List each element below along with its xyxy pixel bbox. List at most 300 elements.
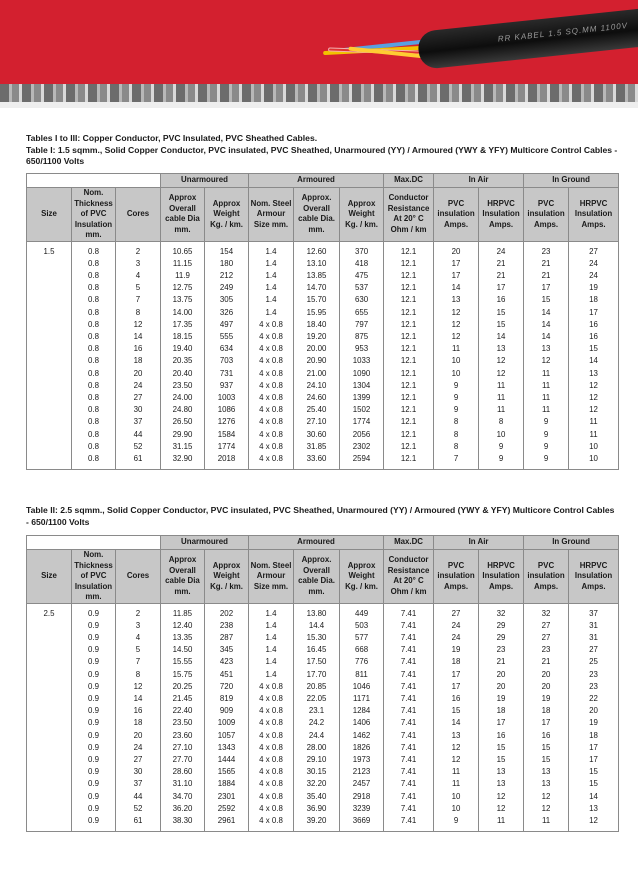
table-cell: 1.4: [249, 294, 294, 306]
table-cell: [27, 282, 72, 294]
col-overall-dia: Approx Overall cable Dia mm.: [161, 550, 205, 604]
table-cell: 1.4: [249, 644, 294, 656]
table-cell: 1565: [205, 766, 249, 778]
table-row: [27, 603, 619, 620]
table-row: [27, 803, 619, 815]
table-cell: 15: [479, 307, 524, 319]
table-cell: 238: [205, 620, 249, 632]
table-cell: 12: [116, 319, 161, 331]
table-cell: 418: [340, 258, 384, 270]
table-cell: [27, 766, 72, 778]
table-cell: 23: [569, 669, 619, 681]
table-cell: 0.9: [72, 656, 116, 668]
table-cell: 11: [434, 766, 479, 778]
col-weight-armoured: Approx Weight Kg. / km.: [340, 188, 384, 242]
table-cell: 0.9: [72, 730, 116, 742]
table-cell: 776: [340, 656, 384, 668]
table-cell: 1973: [340, 754, 384, 766]
table-cell: 20: [116, 368, 161, 380]
table-cell: 15.75: [161, 669, 205, 681]
table-cell: [27, 307, 72, 319]
table-cell: 11: [524, 380, 569, 392]
table-cell: 12.1: [384, 307, 434, 319]
table-cell: 24.80: [161, 404, 205, 416]
table-cell: 10: [569, 441, 619, 453]
table-cell: 16: [434, 693, 479, 705]
table-cell: 423: [205, 656, 249, 668]
table-cell: 21.00: [294, 368, 340, 380]
table-cell: 23.50: [161, 380, 205, 392]
table-cell: 20: [434, 241, 479, 258]
table-cell: 11: [524, 815, 569, 832]
col-overall-dia: Approx Overall cable Dia mm.: [161, 188, 205, 242]
table-cell: 4 x 0.8: [249, 815, 294, 832]
table-1-5sqmm: [26, 173, 619, 470]
table-cell: 21: [479, 656, 524, 668]
table-cell: 25.40: [294, 404, 340, 416]
table-cell: 0.8: [72, 355, 116, 367]
table-cell: 0.8: [72, 319, 116, 331]
table-cell: 15.55: [161, 656, 205, 668]
table-cell: 0.8: [72, 441, 116, 453]
table-cell: 0.9: [72, 754, 116, 766]
table-cell: 1009: [205, 717, 249, 729]
table-cell: 1.4: [249, 669, 294, 681]
table-cell: 7.41: [384, 669, 434, 681]
table-cell: 14: [434, 282, 479, 294]
table-cell: 12.1: [384, 270, 434, 282]
table-cell: 2594: [340, 453, 384, 470]
table-cell: 61: [116, 815, 161, 832]
table-cell: 12: [434, 754, 479, 766]
table-cell: 4 x 0.8: [249, 429, 294, 441]
table-cell: 24.00: [161, 392, 205, 404]
table-cell: 0.8: [72, 331, 116, 343]
col-cores: Cores: [116, 188, 161, 242]
table-cell: 12.1: [384, 380, 434, 392]
table-cell: 1304: [340, 380, 384, 392]
table-cell: 1.4: [249, 656, 294, 668]
table-cell: 30.15: [294, 766, 340, 778]
table-cell: 4 x 0.8: [249, 319, 294, 331]
table-row: [27, 241, 619, 258]
table-cell: 13: [524, 343, 569, 355]
table-row: [27, 730, 619, 742]
table-cell: 27.10: [294, 416, 340, 428]
table-cell: 19.40: [161, 343, 205, 355]
table-cell: [27, 343, 72, 355]
table-cell: 212: [205, 270, 249, 282]
table-cell: 20.90: [294, 355, 340, 367]
table-row: [27, 307, 619, 319]
table-cell: 12.1: [384, 368, 434, 380]
table-cell: 22.05: [294, 693, 340, 705]
table-cell: 20.85: [294, 681, 340, 693]
table-cell: 9: [524, 429, 569, 441]
table-cell: 19: [479, 693, 524, 705]
table-cell: 630: [340, 294, 384, 306]
table-cell: 703: [205, 355, 249, 367]
group-in-ground: In Ground: [524, 536, 619, 550]
table-cell: 12: [479, 355, 524, 367]
table-cell: 8: [434, 416, 479, 428]
table-cell: 1171: [340, 693, 384, 705]
table-cell: 7.41: [384, 693, 434, 705]
table-cell: [27, 441, 72, 453]
table-cell: 17: [434, 270, 479, 282]
table-cell: 497: [205, 319, 249, 331]
table-cell: 11: [569, 416, 619, 428]
table-row: [27, 270, 619, 282]
table-cell: 9: [524, 416, 569, 428]
table-row: [27, 693, 619, 705]
table-cell: 21.45: [161, 693, 205, 705]
table-cell: 15: [569, 766, 619, 778]
table-cell: 937: [205, 380, 249, 392]
decorative-stripe: [0, 84, 638, 102]
table-cell: 10: [434, 791, 479, 803]
group-in-air: In Air: [434, 174, 524, 188]
table-cell: 7.41: [384, 620, 434, 632]
table-cell: 29: [479, 620, 524, 632]
table-cell: 1462: [340, 730, 384, 742]
table-cell: 1406: [340, 717, 384, 729]
table-cell: 305: [205, 294, 249, 306]
table-cell: 1086: [205, 404, 249, 416]
table-cell: 2592: [205, 803, 249, 815]
table-cell: 2301: [205, 791, 249, 803]
table-cell: 5: [116, 282, 161, 294]
table-cell: 4 x 0.8: [249, 404, 294, 416]
table-cell: 4 x 0.8: [249, 778, 294, 790]
table-cell: 8: [116, 307, 161, 319]
table-cell: 0.9: [72, 778, 116, 790]
table-cell: 12.1: [384, 441, 434, 453]
table-cell: 21: [524, 270, 569, 282]
table-cell: 14.70: [294, 282, 340, 294]
group-in-air: In Air: [434, 536, 524, 550]
table-cell: 3: [116, 258, 161, 270]
table-cell: 1343: [205, 742, 249, 754]
table-cell: 27.70: [161, 754, 205, 766]
table-cell: 12.40: [161, 620, 205, 632]
table-cell: 25: [569, 656, 619, 668]
table-cell: 1.4: [249, 620, 294, 632]
table-cell: 44: [116, 429, 161, 441]
table-cell: 29: [479, 632, 524, 644]
col-size: Size: [27, 188, 72, 242]
table-cell: 17: [434, 669, 479, 681]
table-cell: 30.60: [294, 429, 340, 441]
table-cell: 21: [524, 656, 569, 668]
table-row: [27, 380, 619, 392]
table-cell: 20.00: [294, 343, 340, 355]
table-cell: 4: [116, 632, 161, 644]
col-overall-dia-armoured: Approx. Overall cable Dia. mm.: [294, 188, 340, 242]
table-cell: 14: [569, 355, 619, 367]
table-cell: 0.9: [72, 644, 116, 656]
col-weight: Approx Weight Kg. / km.: [205, 550, 249, 604]
table-cell: 7.41: [384, 730, 434, 742]
table-row: [27, 815, 619, 832]
table-cell: 3669: [340, 815, 384, 832]
table-cell: 29.10: [294, 754, 340, 766]
section2-heading: [26, 505, 618, 528]
table-cell: 2123: [340, 766, 384, 778]
table-row: [27, 319, 619, 331]
table-cell: [27, 392, 72, 404]
table-cell: 10: [434, 355, 479, 367]
table-cell: 20: [479, 681, 524, 693]
table-cell: 33.60: [294, 453, 340, 470]
table-cell: 9: [524, 453, 569, 470]
table-cell: 20: [524, 681, 569, 693]
col-overall-dia-armoured: Approx. Overall cable Dia. mm.: [294, 550, 340, 604]
table-cell: 15: [524, 742, 569, 754]
table-row: [27, 368, 619, 380]
table-cell: 23.60: [161, 730, 205, 742]
table-cell: 7: [116, 294, 161, 306]
table-cell: 1.4: [249, 282, 294, 294]
table-row: [27, 416, 619, 428]
col-hrpvc-air: HRPVC Insulation Amps.: [479, 188, 524, 242]
table-cell: [27, 778, 72, 790]
table-cell: 23: [524, 644, 569, 656]
cable-print-text: RR KABEL 1.5 SQ.MM 1100V: [497, 21, 629, 44]
table-2-body: [27, 603, 619, 832]
table-cell: 35.40: [294, 791, 340, 803]
table-cell: 1003: [205, 392, 249, 404]
table-cell: 1.4: [249, 307, 294, 319]
column-header-row: [27, 550, 619, 604]
col-thickness: Nom. Thickness of PVC Insulation mm.: [72, 550, 116, 604]
table-cell: 1444: [205, 754, 249, 766]
table-cell: 14: [569, 791, 619, 803]
table-cell: 28.60: [161, 766, 205, 778]
group-armoured: Armoured: [249, 536, 384, 550]
table-cell: 31: [569, 632, 619, 644]
table-cell: 13.85: [294, 270, 340, 282]
table-cell: 7.41: [384, 603, 434, 620]
table-cell: 3239: [340, 803, 384, 815]
table-cell: 2: [116, 603, 161, 620]
table-cell: 12: [434, 319, 479, 331]
table-cell: 449: [340, 603, 384, 620]
table-cell: 0.8: [72, 429, 116, 441]
table-cell: 154: [205, 241, 249, 258]
table-cell: 4 x 0.8: [249, 368, 294, 380]
table-cell: 345: [205, 644, 249, 656]
table-cell: 0.8: [72, 307, 116, 319]
decorative-divider: [0, 102, 638, 108]
table-cell: 9: [434, 815, 479, 832]
table-cell: 12: [434, 307, 479, 319]
table-cell: 180: [205, 258, 249, 270]
table-cell: 16: [569, 319, 619, 331]
table-cell: 953: [340, 343, 384, 355]
group-blank: [27, 174, 161, 188]
table-cell: 18: [116, 717, 161, 729]
table-cell: 36.90: [294, 803, 340, 815]
table-cell: 31.15: [161, 441, 205, 453]
group-unarmoured: Unarmoured: [161, 536, 249, 550]
table-cell: 30: [116, 766, 161, 778]
table-cell: 27: [116, 392, 161, 404]
table-cell: 14: [116, 331, 161, 343]
table-cell: 4 x 0.8: [249, 717, 294, 729]
table-cell: [27, 368, 72, 380]
table-cell: 7.41: [384, 766, 434, 778]
table-cell: 16.45: [294, 644, 340, 656]
table-cell: 0.9: [72, 815, 116, 832]
table-cell: 11: [434, 343, 479, 355]
table-cell: 1.4: [249, 258, 294, 270]
section1-heading: [26, 133, 618, 168]
table-cell: 1046: [340, 681, 384, 693]
table-row: [27, 282, 619, 294]
table-cell: 37: [116, 778, 161, 790]
table-cell: 24: [569, 258, 619, 270]
table-cell: 11: [479, 380, 524, 392]
table-cell: 9: [434, 380, 479, 392]
table-cell: 39.20: [294, 815, 340, 832]
table-cell: 1276: [205, 416, 249, 428]
table-cell: 10: [569, 453, 619, 470]
table-cell: [27, 319, 72, 331]
table-row: [27, 766, 619, 778]
table-cell: 17: [569, 754, 619, 766]
table-cell: 12.1: [384, 392, 434, 404]
table-cell: 21: [479, 258, 524, 270]
table-cell: 0.8: [72, 241, 116, 258]
table-cell: 12.1: [384, 241, 434, 258]
table-cell: 15: [479, 754, 524, 766]
table-cell: 52: [116, 803, 161, 815]
table-cell: 1826: [340, 742, 384, 754]
table-cell: 14: [524, 307, 569, 319]
table-cell: [27, 331, 72, 343]
table-cell: 13: [434, 730, 479, 742]
col-pvc-air: PVC insulation Amps.: [434, 550, 479, 604]
table-cell: 0.9: [72, 620, 116, 632]
table-cell: 577: [340, 632, 384, 644]
table-cell: 13: [524, 766, 569, 778]
table-cell: 27.10: [161, 742, 205, 754]
column-header-row: [27, 188, 619, 242]
table-cell: 20.35: [161, 355, 205, 367]
table-cell: 0.9: [72, 681, 116, 693]
table-cell: 19: [434, 644, 479, 656]
table-cell: 0.8: [72, 416, 116, 428]
table-cell: 2457: [340, 778, 384, 790]
table-cell: 18: [434, 656, 479, 668]
table-cell: [27, 693, 72, 705]
table-cell: 7.41: [384, 632, 434, 644]
table-cell: 8: [434, 441, 479, 453]
table-cell: 4 x 0.8: [249, 392, 294, 404]
table-cell: 1584: [205, 429, 249, 441]
table-cell: 5: [116, 644, 161, 656]
table-cell: 4 x 0.8: [249, 453, 294, 470]
table-cell: 811: [340, 669, 384, 681]
group-header-row: [27, 174, 619, 188]
table-cell: 14: [524, 319, 569, 331]
table-cell: 12: [524, 355, 569, 367]
table-row: [27, 705, 619, 717]
table-cell: 15: [524, 754, 569, 766]
table-cell: 20.40: [161, 368, 205, 380]
table-cell: 13: [479, 778, 524, 790]
table-row: [27, 392, 619, 404]
table-cell: 1884: [205, 778, 249, 790]
table-cell: 12: [569, 404, 619, 416]
table-cell: 11: [524, 368, 569, 380]
table-cell: 10: [434, 368, 479, 380]
table-cell: 11.9: [161, 270, 205, 282]
group-in-ground: In Ground: [524, 174, 619, 188]
table-cell: 37: [116, 416, 161, 428]
group-armoured: Armoured: [249, 174, 384, 188]
table-cell: [27, 754, 72, 766]
table-cell: 720: [205, 681, 249, 693]
col-weight: Approx Weight Kg. / km.: [205, 188, 249, 242]
col-thickness: Nom. Thickness of PVC Insulation mm.: [72, 188, 116, 242]
table-cell: 30: [116, 404, 161, 416]
table-cell: 18: [569, 730, 619, 742]
table-cell: 668: [340, 644, 384, 656]
table-cell: 503: [340, 620, 384, 632]
table-cell: 7.41: [384, 717, 434, 729]
table-cell: 28.00: [294, 742, 340, 754]
table-row: [27, 453, 619, 470]
table-cell: 4 x 0.8: [249, 441, 294, 453]
table-cell: [27, 717, 72, 729]
table-cell: 12.1: [384, 319, 434, 331]
table-cell: 8: [116, 669, 161, 681]
table-cell: 37: [569, 603, 619, 620]
table-cell: 13.10: [294, 258, 340, 270]
table-cell: 4 x 0.8: [249, 754, 294, 766]
section2-title: Table II: 2.5 sqmm., Solid Copper Conductor, PVC insulated, PVC Sheathed, Unarmoured (YY) / Armoured (YWY & YFY) Multicore Control Cables - 650/1100 Volts: [26, 505, 615, 527]
table-cell: 4: [116, 270, 161, 282]
table-cell: 16: [479, 294, 524, 306]
table-cell: [27, 815, 72, 832]
table-cell: 11: [479, 815, 524, 832]
table-cell: 9: [479, 453, 524, 470]
table-cell: 31.10: [161, 778, 205, 790]
table-cell: 14.4: [294, 620, 340, 632]
col-pvc-air: PVC insulation Amps.: [434, 188, 479, 242]
table-cell: 32: [479, 603, 524, 620]
table-cell: 18: [569, 294, 619, 306]
table-cell: 4 x 0.8: [249, 693, 294, 705]
table-cell: 23.50: [161, 717, 205, 729]
table-cell: 12: [479, 803, 524, 815]
table-row: [27, 791, 619, 803]
table-cell: 27: [116, 754, 161, 766]
table-cell: 23.1: [294, 705, 340, 717]
table-cell: 14.00: [161, 307, 205, 319]
table-cell: 16: [116, 705, 161, 717]
table-cell: 909: [205, 705, 249, 717]
table-cell: 1.4: [249, 632, 294, 644]
table-cell: [27, 669, 72, 681]
table-row: [27, 343, 619, 355]
table-cell: 0.9: [72, 603, 116, 620]
table-cell: 24: [434, 632, 479, 644]
table-cell: 31: [569, 620, 619, 632]
table-cell: 19: [569, 717, 619, 729]
